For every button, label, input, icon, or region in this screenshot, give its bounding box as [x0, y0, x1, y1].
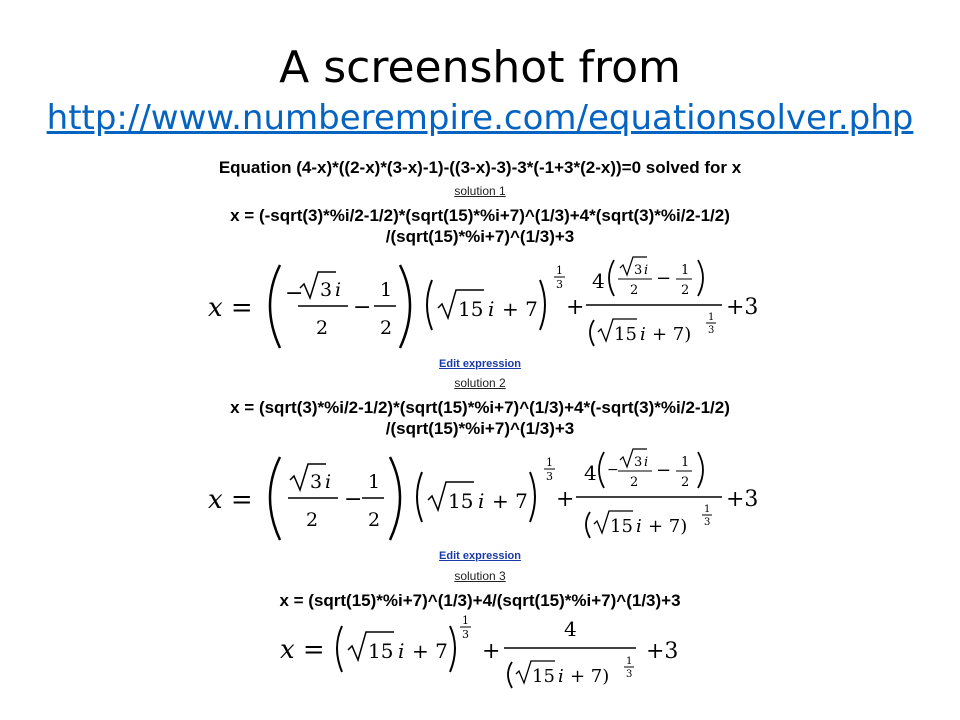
solver-screenshot [0, 150, 960, 710]
denominator-two: 2 [368, 509, 381, 531]
imag-i: i [636, 516, 642, 537]
solution-3-expr-line1: x = (sqrt(15)*%i+7)^(1/3)+4/(sqrt(15)*%i+7)^(1/3)+3 [279, 591, 681, 610]
exponent-one: 1 [626, 656, 633, 667]
denominator-two: 2 [306, 509, 319, 531]
imag-i: i [398, 639, 405, 663]
right-paren [698, 452, 703, 488]
right-paren [530, 472, 535, 522]
sqrt-three: 3 [634, 455, 643, 470]
sqrt-fifteen: 15 [368, 639, 394, 663]
imag-i: i [478, 489, 485, 513]
numerator-four: 4 [592, 269, 605, 293]
minus-sign: − [607, 462, 619, 478]
plus-sign: + [556, 487, 575, 512]
exponent-three: 3 [462, 628, 469, 641]
plus-sign: + [566, 295, 585, 320]
plus-seven-close: + 7) [570, 666, 610, 687]
solution-3-expr [0, 590, 960, 611]
denominator-two: 2 [681, 475, 690, 490]
imag-i: i [558, 666, 564, 687]
numerator-one: 1 [681, 455, 690, 470]
sqrt-three: 3 [310, 471, 323, 493]
exponent-three: 3 [704, 517, 711, 528]
denominator-two: 2 [630, 475, 639, 490]
sqrt-fifteen: 15 [458, 297, 484, 321]
denominator-two: 2 [380, 317, 393, 339]
x-equals: x = [208, 485, 253, 515]
big-right-paren [390, 457, 400, 540]
source-link[interactable]: http://www.numberempire.com/equationsolver.php [46, 98, 914, 138]
plus-seven: + 7 [412, 639, 448, 663]
left-paren [417, 472, 422, 522]
solution-1-expr-line1: x = (-sqrt(3)*%i/2-1/2)*(sqrt(15)*%i+7)^(1/3)+4*(sqrt(3)*%i/2-1/2) [230, 206, 730, 225]
sqrt-fifteen: 15 [610, 516, 633, 537]
denominator-two: 2 [681, 283, 690, 298]
numerator-four: 4 [584, 461, 597, 485]
solution-1-expr-line2: /(sqrt(15)*%i+7)^(1/3)+3 [385, 227, 575, 246]
sqrt-three: 3 [634, 263, 643, 278]
numerator-one: 1 [380, 279, 393, 301]
big-left-paren [270, 457, 280, 540]
imag-i: i [644, 263, 649, 278]
left-paren [609, 260, 614, 296]
solution-3-rendered-math [0, 612, 960, 702]
solution-1-label: solution 1 [454, 184, 506, 198]
imag-i: i [335, 279, 342, 301]
numerator-one: 1 [368, 471, 381, 493]
plus-seven-close: + 7) [652, 324, 692, 345]
edit-expression-link-1[interactable]: Edit expression [439, 358, 521, 370]
denominator-two: 2 [316, 317, 329, 339]
sqrt-fifteen: 15 [614, 324, 637, 345]
exponent-three: 3 [546, 470, 553, 483]
equation-title: Equation (4-x)*((2-x)*(3-x)-1)-((3-x)-3)-3*(-1+3*(2-x))=0 solved for x [218, 158, 742, 177]
imag-i: i [640, 324, 646, 345]
imag-i: i [488, 297, 495, 321]
solution-2-label: solution 2 [454, 376, 506, 390]
left-paren [599, 452, 604, 488]
solution-2-expr [0, 397, 960, 439]
right-paren [450, 626, 455, 672]
exponent-one: 1 [708, 312, 715, 323]
numerator-one: 1 [681, 263, 690, 278]
exponent-one: 1 [556, 264, 563, 277]
plus-three: +3 [726, 295, 759, 320]
sqrt-fifteen: 15 [532, 666, 555, 687]
plus-seven-close: + 7) [648, 516, 688, 537]
minus-sign: − [656, 460, 672, 481]
x-equals: x = [208, 293, 253, 323]
exponent-three: 3 [556, 278, 563, 291]
solution-1-rendered-math [0, 250, 960, 360]
denominator-two: 2 [630, 283, 639, 298]
solution-2-expr-line2: /(sqrt(15)*%i+7)^(1/3)+3 [385, 419, 575, 438]
big-right-paren [400, 265, 410, 348]
exponent-one: 1 [462, 614, 469, 627]
imag-i: i [644, 455, 649, 470]
plus-seven: + 7 [502, 297, 538, 321]
minus-sign: − [285, 281, 304, 306]
left-paren [586, 512, 590, 538]
numerator-four: 4 [564, 617, 577, 641]
edit-expression-link-2[interactable]: Edit expression [439, 550, 521, 562]
minus-sign: − [344, 487, 363, 512]
sqrt-fifteen: 15 [448, 489, 474, 513]
plus-sign: + [482, 639, 501, 664]
exponent-one: 1 [704, 504, 711, 515]
solution-1-expr [0, 205, 960, 247]
exponent-three: 3 [626, 669, 633, 680]
exponent-one: 1 [546, 456, 553, 469]
plus-three: +3 [646, 639, 679, 664]
solution-2-expr-line1: x = (sqrt(3)*%i/2-1/2)*(sqrt(15)*%i+7)^(1/3)+4*(-sqrt(3)*%i/2-1/2) [230, 398, 730, 417]
left-paren [508, 662, 512, 688]
sqrt-three: 3 [320, 279, 333, 301]
plus-three: +3 [726, 487, 759, 512]
left-paren [427, 280, 432, 330]
exponent-three: 3 [708, 325, 715, 336]
left-paren [337, 626, 342, 672]
minus-sign: − [353, 295, 372, 320]
left-paren [590, 320, 594, 346]
solution-3-label: solution 3 [454, 569, 506, 583]
minus-sign: − [656, 268, 672, 289]
plus-seven: + 7 [492, 489, 528, 513]
slide-title: A screenshot from [279, 42, 681, 93]
imag-i: i [325, 471, 332, 493]
x-equals: x = [280, 635, 325, 665]
solution-2-rendered-math [0, 442, 960, 552]
big-left-paren [270, 265, 280, 348]
right-paren [698, 260, 703, 296]
right-paren [540, 280, 545, 330]
